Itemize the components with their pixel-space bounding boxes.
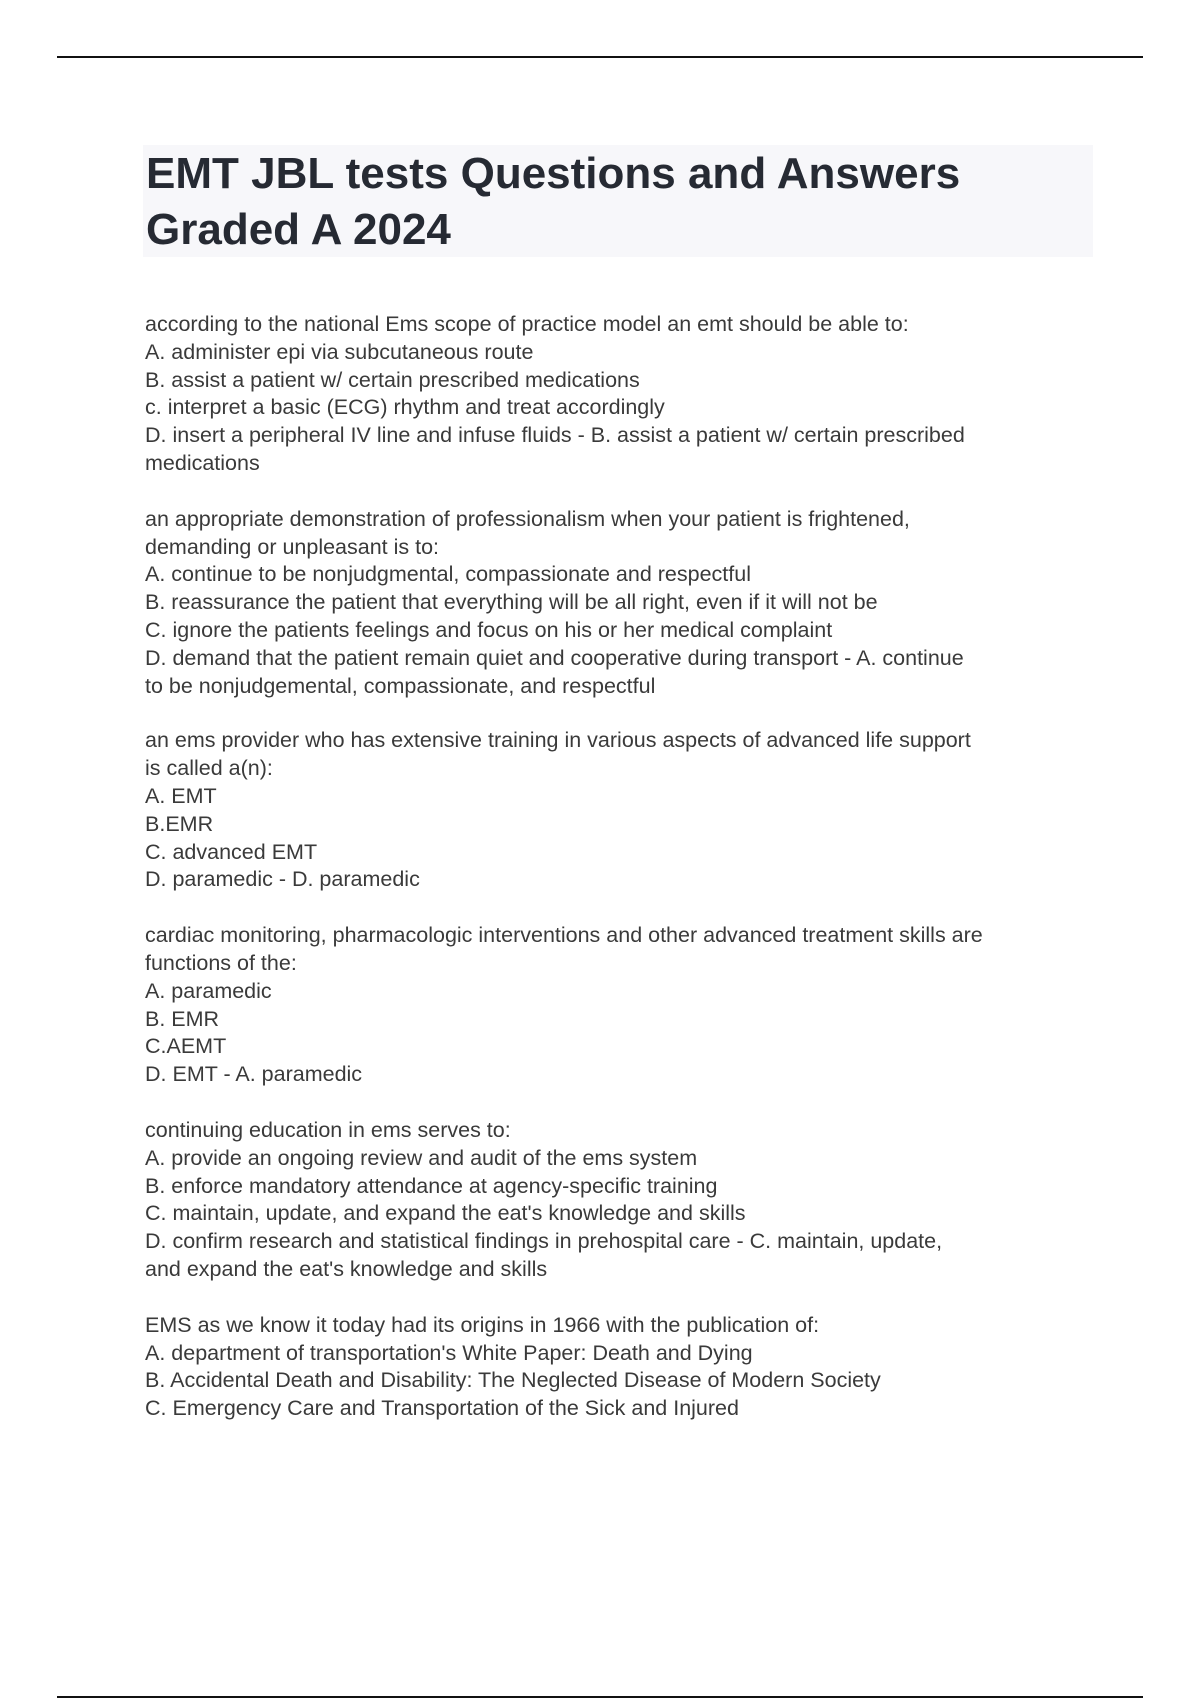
question-text: an ems provider who has extensive training in various aspects of advanced life support (145, 728, 971, 753)
question-text-continuation: is called a(n): (145, 756, 273, 781)
option-a: A. department of transportation's White Paper: Death and Dying (145, 1340, 753, 1365)
option-d-answer: D. EMT - A. paramedic (145, 1062, 363, 1087)
option-c: C. Emergency Care and Transportation of the Sick and Injured (145, 1396, 739, 1421)
qa-block-4 (145, 922, 1095, 1089)
option-b: B. assist a patient w/ certain prescribed medications (145, 367, 640, 392)
qa-block-3 (145, 727, 1095, 894)
option-d-answer: D. insert a peripheral IV line and infuse fluids - B. assist a patient w/ certain prescribed (145, 423, 965, 448)
answer-continuation: and expand the eat's knowledge and skills (145, 1256, 548, 1281)
option-d-answer: D. demand that the patient remain quiet and cooperative during transport - A. continue (145, 645, 964, 670)
option-b: B.EMR (145, 811, 214, 836)
question-text: according to the national Ems scope of practice model an emt should be able to: (145, 312, 909, 336)
top-rule (57, 56, 1143, 58)
qa-block-2 (145, 506, 1095, 701)
option-d-answer: D. confirm research and statistical findings in prehospital care - C. maintain, update, (145, 1229, 943, 1254)
option-a: A. paramedic (145, 978, 272, 1003)
option-b: B. Accidental Death and Disability: The Neglected Disease of Modern Society (145, 1368, 881, 1393)
bottom-rule (57, 1696, 1143, 1698)
qa-block-5 (145, 1117, 1095, 1284)
answer-continuation: medications (145, 450, 260, 475)
option-a: A. provide an ongoing review and audit of the ems system (145, 1145, 698, 1170)
qa-block-6 (145, 1312, 1095, 1423)
option-b: B. enforce mandatory attendance at agency-specific training (145, 1173, 718, 1198)
option-c: c. interpret a basic (ECG) rhythm and treat accordingly (145, 395, 665, 420)
option-a: A. administer epi via subcutaneous route (145, 339, 534, 364)
question-text: an appropriate demonstration of professionalism when your patient is frightened, (145, 506, 910, 531)
answer-continuation: to be nonjudgemental, compassionate, and respectful (145, 673, 656, 698)
option-a: A. EMT (145, 783, 217, 808)
title-line-1: EMT JBL tests Questions and Answers (146, 149, 961, 198)
title-line-2: Graded A 2024 (146, 205, 451, 254)
document-title (146, 146, 1086, 258)
option-c: C.AEMT (145, 1034, 227, 1059)
question-text-continuation: demanding or unpleasant is to: (145, 534, 440, 559)
qa-block-1 (145, 311, 1095, 478)
qa-content (145, 311, 1095, 1451)
option-d-answer: D. paramedic - D. paramedic (145, 867, 420, 892)
question-text-continuation: functions of the: (145, 950, 297, 975)
question-text: continuing education in ems serves to: (145, 1117, 511, 1142)
question-text: cardiac monitoring, pharmacologic interventions and other advanced treatment skills are (145, 923, 983, 948)
option-c: C. maintain, update, and expand the eat's knowledge and skills (145, 1201, 746, 1226)
option-c: C. advanced EMT (145, 839, 318, 864)
option-b: B. reassurance the patient that everything will be all right, even if it will not be (145, 590, 878, 615)
option-b: B. EMR (145, 1006, 220, 1031)
option-c: C. ignore the patients feelings and focus on his or her medical complaint (145, 617, 833, 642)
question-text: EMS as we know it today had its origins in 1966 with the publication of: (145, 1312, 820, 1337)
option-a: A. continue to be nonjudgmental, compassionate and respectful (145, 562, 751, 587)
